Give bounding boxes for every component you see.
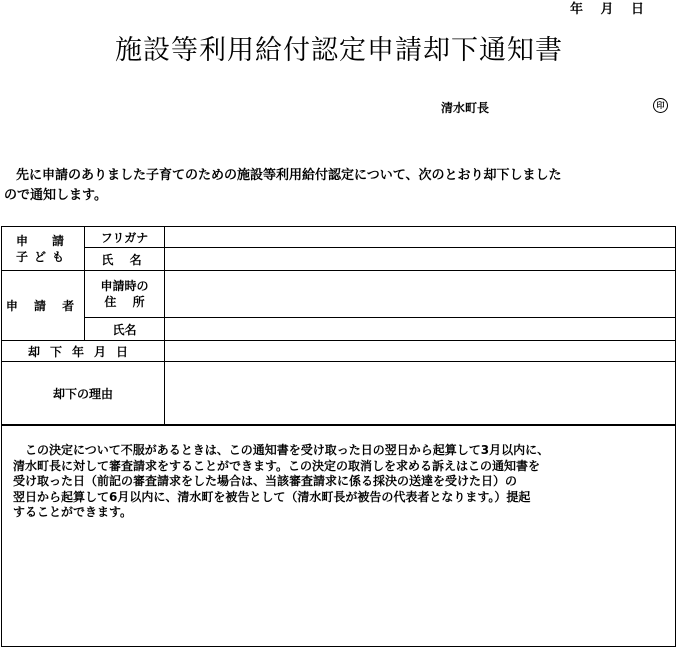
- notice-line-2: 清水町長に対して審査請求をすることができます。この決定の取消しを求める訴えはこの通知書を: [13, 458, 541, 473]
- appeal-notice-text: [2, 426, 675, 521]
- furigana-label: フリガナ: [85, 227, 165, 248]
- rejection-reason-field[interactable]: [165, 362, 676, 425]
- document-title: 施設等利用給付認定申請却下通知書: [115, 35, 563, 66]
- rejection-form-table: [1, 226, 676, 425]
- child-name-field[interactable]: [165, 248, 676, 271]
- applicant-name-field[interactable]: [165, 318, 676, 341]
- rejection-date-label: 却下年月日: [2, 341, 165, 362]
- intro-line-1: 先に申請のありました子育てのための施設等利用給付認定について、次のとおり却下しました: [16, 168, 562, 183]
- applicant-child-line-2: 子ども: [15, 249, 70, 264]
- applicant-name-label: 氏名: [85, 318, 165, 341]
- intro-paragraph: [4, 166, 668, 206]
- notice-line-1: この決定について不服があるときは、この通知書を受け取った日の翌日から起算して3月以内に、: [13, 443, 550, 457]
- notice-line-3: 受け取った日（前記の審査請求をした場合は、当該審査請求に係る採決の送達を受けた日）の: [13, 474, 518, 488]
- applicant-child-line-1: 申 請: [15, 233, 70, 248]
- seal-icon: 印: [653, 98, 668, 113]
- intro-line-2: ので通知します。: [4, 188, 107, 203]
- address-label-line-1: 申請時の: [100, 279, 149, 293]
- mayor-label: 清水町長: [441, 101, 490, 115]
- rejection-reason-label: 却下の理由: [2, 362, 165, 425]
- child-furigana-field[interactable]: [165, 227, 676, 248]
- appeal-notice-box: [1, 425, 676, 647]
- issue-date: 年 月 日: [569, 2, 644, 17]
- address-label-line-2: 住 所: [104, 295, 145, 309]
- applicant-child-header: [2, 227, 85, 271]
- address-label: [85, 271, 165, 318]
- rejection-date-field[interactable]: [165, 341, 676, 362]
- child-name-label: 氏 名: [85, 248, 165, 271]
- applicant-header: 申 請 者: [2, 271, 85, 341]
- notice-line-5: することができます。: [13, 505, 133, 519]
- applicant-address-field[interactable]: [165, 271, 676, 318]
- notice-line-4: 翌日から起算して6月以内に、清水町を被告として（清水町長が被告の代表者となります。）提起: [13, 489, 531, 504]
